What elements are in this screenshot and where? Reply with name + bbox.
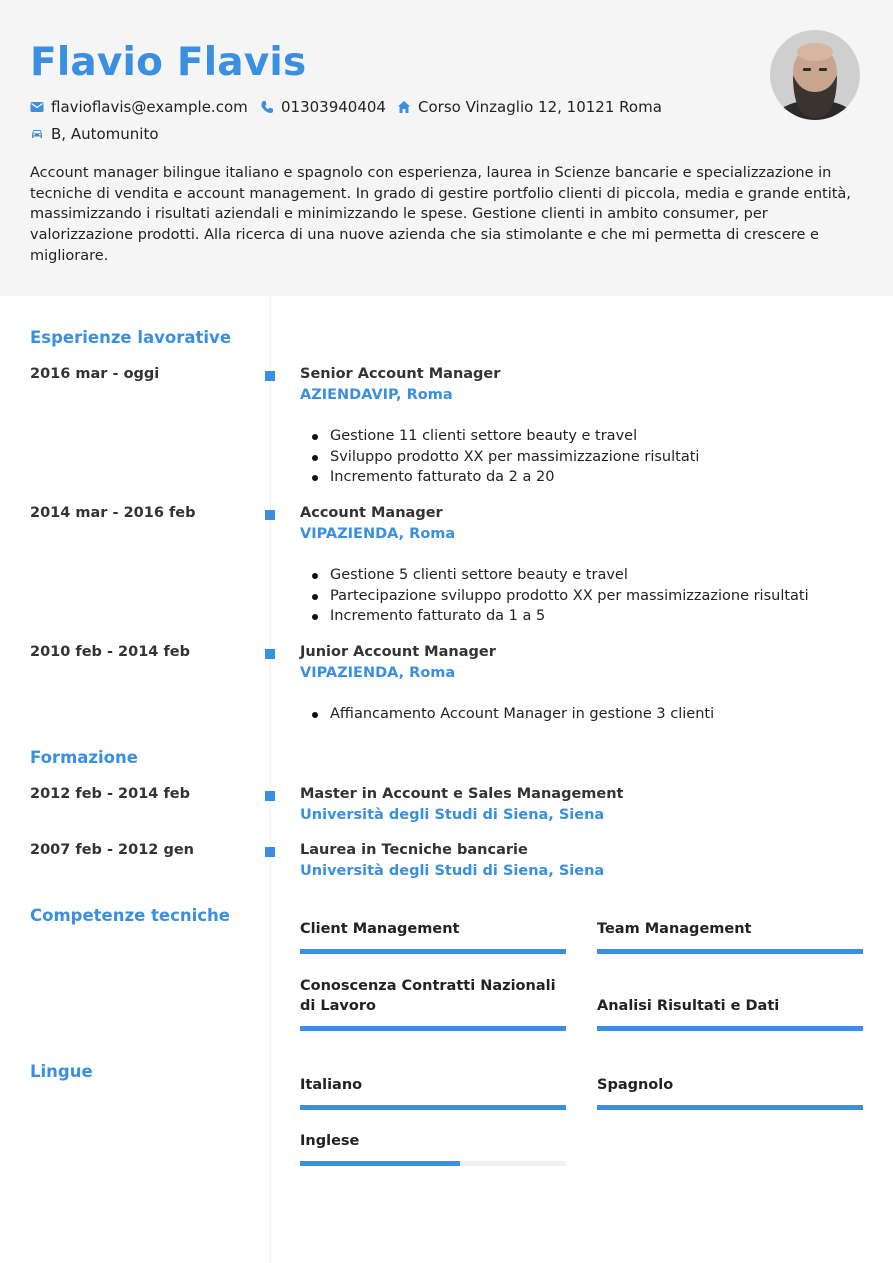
experience-company: VIPAZIENDA, Roma [300,526,456,542]
timeline-marker [265,649,275,659]
education-date: 2012 feb - 2014 feb [30,786,190,802]
experience-date: 2010 feb - 2014 feb [30,644,190,660]
experience-bullets [300,426,699,488]
skill-bar-fill [300,1026,566,1031]
phone-icon [260,100,274,114]
skill-item [597,966,863,1031]
skill-label: Client Management [300,921,460,938]
skill-label: Analisi Risultati e Dati [597,998,780,1015]
list-item: Gestione 5 clienti settore beauty e travel [300,565,809,586]
experience-date: 2014 mar - 2016 feb [30,505,196,521]
experience-role: Account Manager [300,505,443,521]
skill-item [597,910,863,954]
skill-item [300,910,566,954]
phone-contact [260,97,386,117]
column-divider [270,296,271,1263]
profile-summary: Account manager bilingue italiano e spagnolo con esperienza, laurea in Scienze bancarie e specializzazione in tecniche di vendita e account management. In grado di gestire portfolio clienti di piccola, media e grande entità, massimizzando i risultati aziendali e minimizzando le spese. Gestione clienti in ambito consumer, per valorizzazione prodotti. Alla ricerca di una nuove azienda che sia stimolante e che mi permetta di crescere e migliorare. [30,165,851,264]
home-icon [397,100,411,114]
language-bar [300,1105,566,1110]
car-icon [30,127,44,141]
section-title-skills: Competenze tecniche [30,906,230,925]
language-label: Italiano [300,1077,363,1094]
license-text: B, Automunito [51,125,159,143]
section-title-experience: Esperienze lavorative [30,328,232,347]
language-bar [597,1105,863,1110]
language-label: Spagnolo [597,1077,674,1094]
email-text: flavioflavis@example.com [51,98,248,116]
timeline-marker [265,510,275,520]
experience-bullets [300,704,714,725]
skill-bar [597,1026,863,1031]
list-item: Gestione 11 clienti settore beauty e travel [300,426,699,447]
language-bar [300,1161,566,1166]
experience-company: AZIENDAVIP, Roma [300,387,453,403]
language-item [300,1066,566,1110]
education-date: 2007 feb - 2012 gen [30,842,194,858]
address-contact [397,97,662,117]
experience-bullets [300,565,809,627]
section-title-languages: Lingue [30,1062,93,1081]
avatar-photo [770,30,860,120]
timeline-marker [265,371,275,381]
list-item: Affiancamento Account Manager in gestione 3 clienti [300,704,714,725]
experience-role: Senior Account Manager [300,366,501,382]
list-item: Incremento fatturato da 1 a 5 [300,606,809,627]
language-item [300,1122,566,1166]
experience-role: Junior Account Manager [300,644,496,660]
education-title: Laurea in Tecniche bancarie [300,842,528,858]
avatar [770,30,860,120]
experience-company: VIPAZIENDA, Roma [300,665,456,681]
education-institution: Università degli Studi di Siena, Siena [300,807,605,823]
email-contact [30,97,248,117]
experience-date: 2016 mar - oggi [30,366,160,382]
skill-bar-fill [300,949,566,954]
mail-icon [30,100,44,114]
language-label: Inglese [300,1133,360,1150]
skill-bar [300,1026,566,1031]
list-item: Incremento fatturato da 2 a 20 [300,467,699,488]
skill-bar-fill [597,949,863,954]
list-item: Sviluppo prodotto XX per massimizzazione risultati [300,447,699,468]
skill-item [300,966,566,1031]
language-bar-fill [300,1105,566,1110]
phone-text: 01303940404 [281,98,386,116]
language-bar-fill [597,1105,863,1110]
skill-bar [597,949,863,954]
language-bar-fill [300,1161,460,1166]
skill-label: Team Management [597,921,752,938]
list-item: Partecipazione sviluppo prodotto XX per massimizzazione risultati [300,586,809,607]
language-item [597,1066,863,1110]
section-title-education: Formazione [30,748,138,767]
timeline-marker [265,847,275,857]
address-text: Corso Vinzaglio 12, 10121 Roma [418,98,662,116]
skill-bar [300,949,566,954]
timeline-marker [265,791,275,801]
page-title: Flavio Flavis [30,40,307,85]
skill-label: Conoscenza Contratti Nazionali di Lavoro [300,977,556,1015]
education-institution: Università degli Studi di Siena, Siena [300,863,605,879]
education-title: Master in Account e Sales Management [300,786,624,802]
license-contact [30,124,159,144]
skill-bar-fill [597,1026,863,1031]
